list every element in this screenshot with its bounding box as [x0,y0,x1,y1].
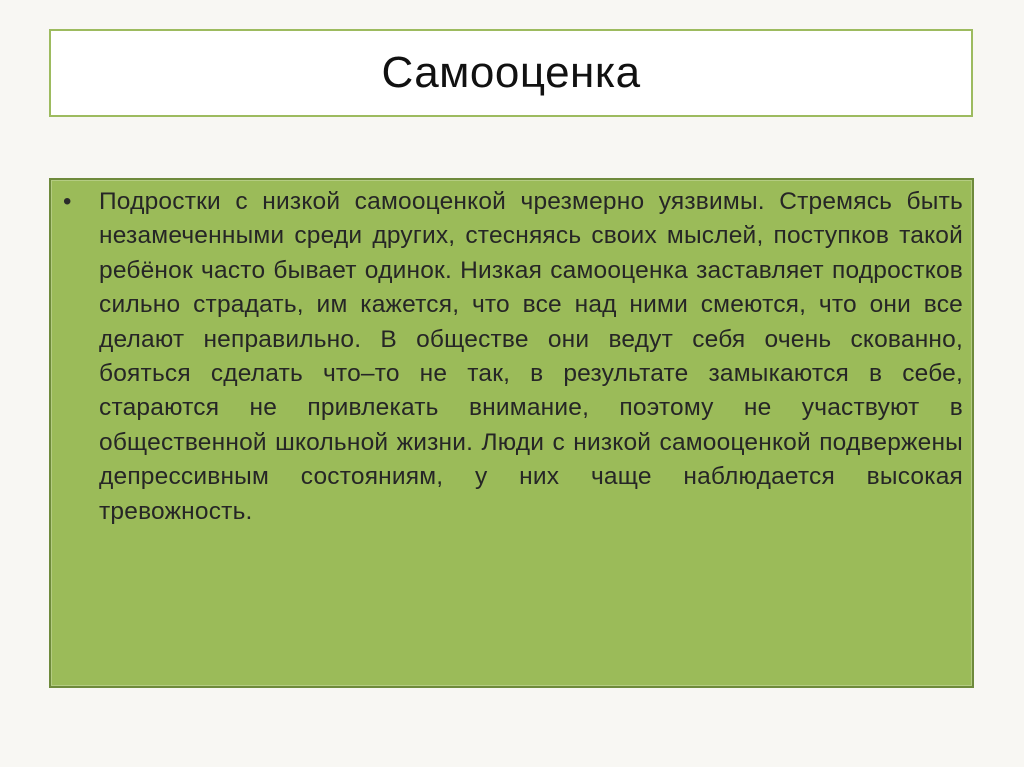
bullet-marker: • [63,188,72,215]
bullet-item [63,185,963,529]
content-box [49,178,974,688]
slide-title: Самооценка [381,48,641,97]
title-box [49,29,973,117]
bullet-text: Подростки с низкой самооценкой чрезмерно уязвимы. Стремясь быть незамеченными среди других, стесняясь своих мыслей, поступков такой ребёнок часто бывает одинок. Низкая самооценка заставляет подростков сильно страдать, им кажется, что все над ними смеются, что они все делают неправильно. В обществе они ведут себя очень скованно, бояться сделать что–то не так, в результате замыкаются в себе, стараются не привлекать внимание, поэтому не участвуют в общественной школьной жизни. Люди с низкой самооценкой подвержены депрессивным состояниям, у них чаще наблюдается высокая тревожность. [99,188,963,525]
